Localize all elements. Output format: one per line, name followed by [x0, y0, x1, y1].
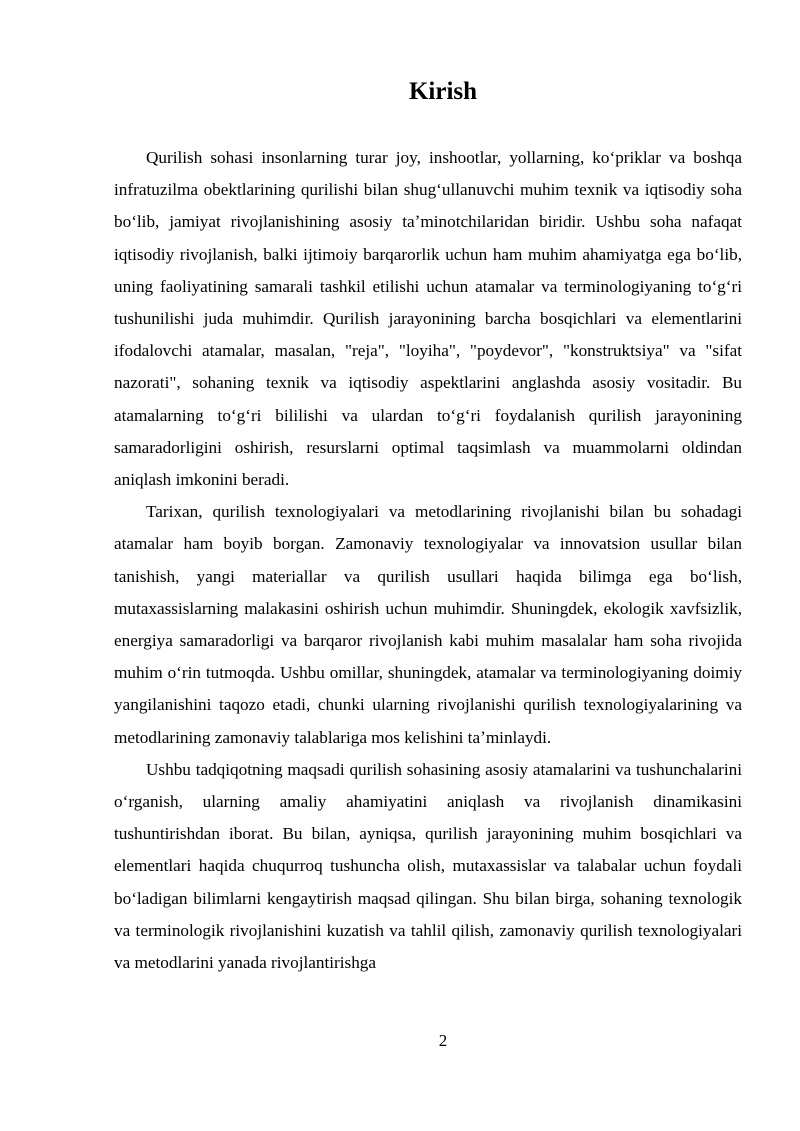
- paragraph: Tarixan, qurilish texnologiyalari va metodlarining rivojlanishi bilan bu sohadagi atamalar ham boyib borgan. Zamonaviy texnologiyalar va innovatsion usullar bilan tanishish, yangi materiallar va qurilish usullari haqida bilimga ega boʻlish, mutaxassislarning malakasini oshirish uchun muhimdir. Shuningdek, ekologik xavfsizlik, energiya samaradorligi va barqaror rivojlanish kabi muhim masalalar ham soha rivojida muhim oʻrin tutmoqda. Ushbu omillar, shuningdek, atamalar va terminologiyaning doimiy yangilanishini taqozo etadi, chunki ularning rivojlanishi qurilish texnologiyalarining va metodlarining zamonaviy talablariga mos kelishini taʼminlaydi.: [114, 502, 742, 747]
- page-number: 2: [438, 1031, 448, 1050]
- page-title: Kirish: [408, 78, 478, 105]
- paragraph: Ushbu tadqiqotning maqsadi qurilish sohasining asosiy atamalarini va tushunchalarini oʻrganish, ularning amaliy ahamiyatini aniqlash va rivojlanish dinamikasini tushuntirishdan iborat. Bu bilan, ayniqsa, qurilish jarayonining muhim bosqichlari va elementlari haqida chuqurroq tushuncha olish, mutaxassislar va talabalar uchun foydali boʻladigan bilimlarni kengaytirish maqsad qilingan. Shu bilan birga, sohaning texnologik va terminologik rivojlanishini kuzatish va tahlil qilish, zamonaviy qurilish texnologiyalari va metodlarini yanada rivojlantirishga: [114, 759, 742, 973]
- paragraph: Qurilish sohasi insonlarning turar joy, inshootlar, yollarning, koʻpriklar va boshqa infratuzilma obektlarining qurilishi bilan shugʻullanuvchi muhim texnik va iqtisodiy soha boʻlib, jamiyat rivojlanishining asosiy taʼminotchilaridan biridir. Ushbu soha nafaqat iqtisodiy rivojlanish, balki ijtimoiy barqarorlik uchun ham muhim ahamiyatga ega boʻlib, uning faoliyatining samarali tashkil etilishi uchun atamalar va terminologiyaning toʻgʻri tushunilishi juda muhimdir. Qurilish jarayonining barcha bosqichlari va elementlarini ifodalovchi atamalar, masalan, "reja", "loyiha", "poydevor", "konstruktsiya" va "sifat nazorati", sohaning texnik va iqtisodiy aspektlarini anglashda asosiy vositadir. Bu atamalarning toʻgʻri bililishi va ulardan toʻgʻri foydalanish qurilish jarayonining samaradorligini oshirish, resurslarni optimal taqsimlash va muammolarni oldindan aniqlash imkonini beradi.: [114, 148, 742, 490]
- body-text: [114, 142, 742, 979]
